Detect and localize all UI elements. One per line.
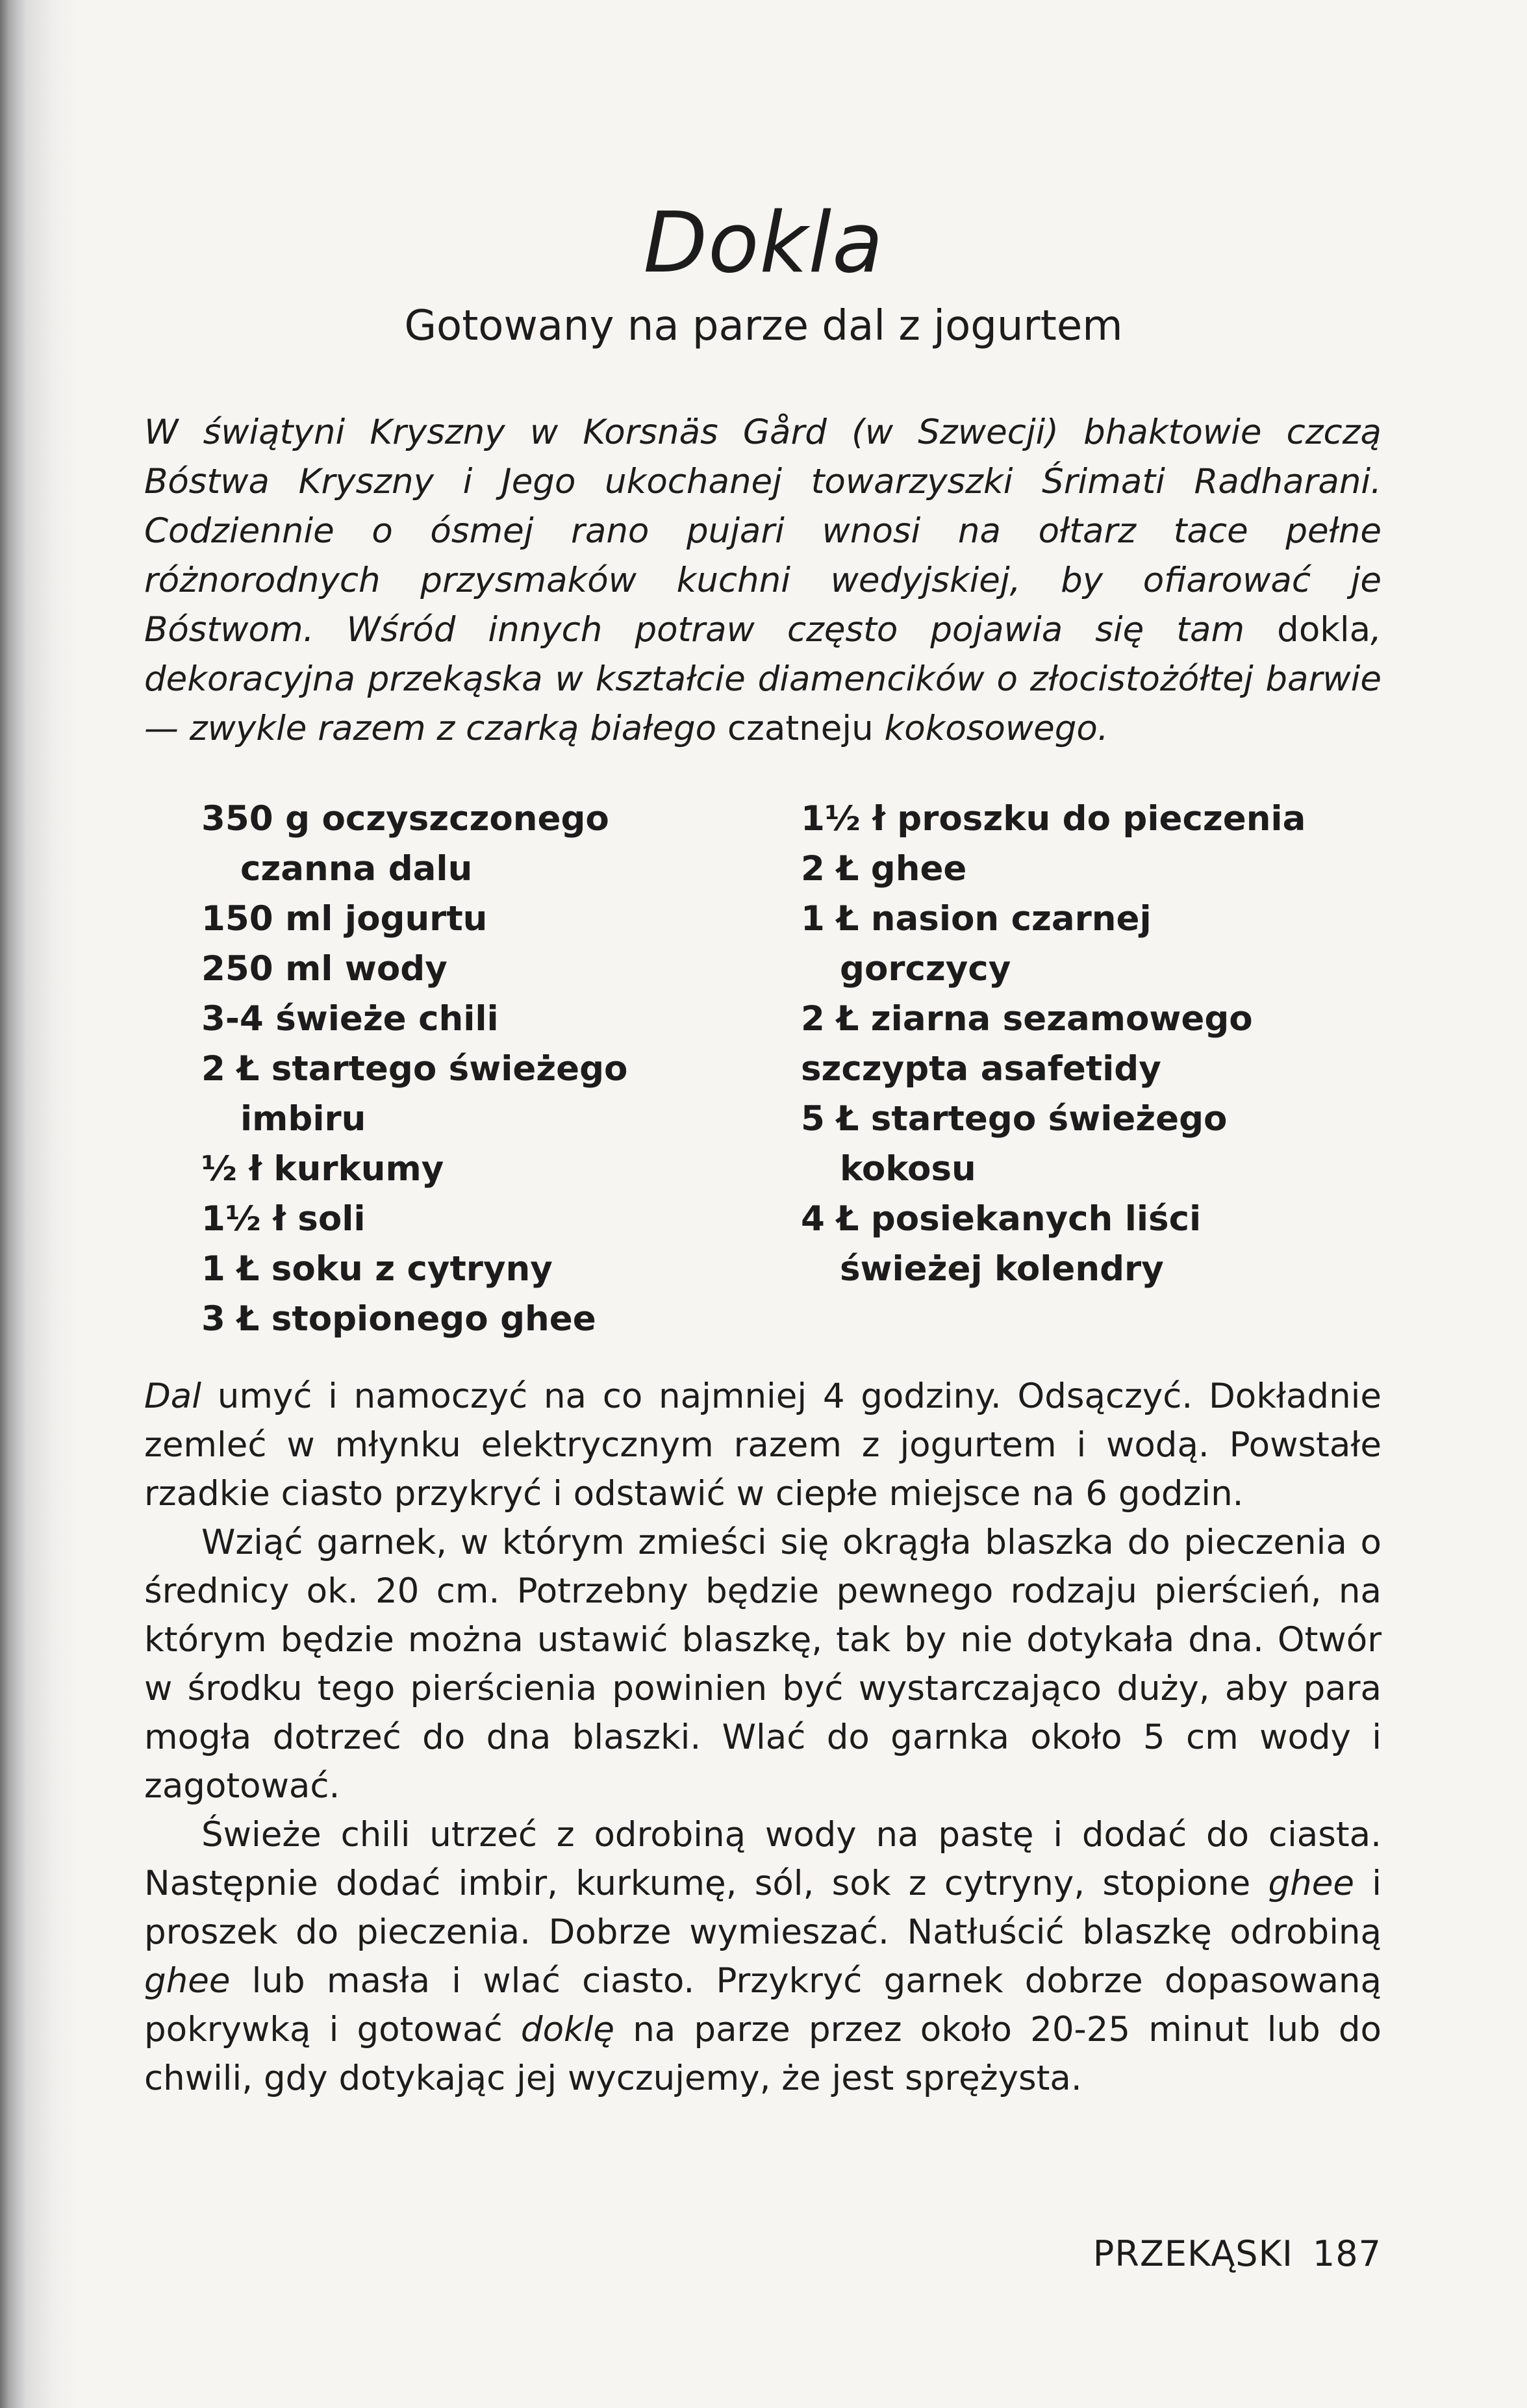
method-dal: Dal: [144, 1376, 202, 1416]
method-paragraph-2: Wziąć garnek, w którym zmieści się okrągła blaszka do pieczenia o średnicy ok. 20 cm. Potrzebny będzie pewnego rodzaju pierścień, na którym będzie można ustawić blaszkę, tak by nie dotykała dna. Otwór w środku tego pierścienia powinien być wystarczająco duży, aby para mogła dotrzeć do dna blaszki. Wlać do garnka około 5 cm wody i zagotować.: [144, 1523, 1382, 1806]
method-text-3d: na parze przez około 20-25 minut lub do chwili, gdy dotykając jej wyczujemy, że jest sprężysta.: [144, 2010, 1382, 2098]
method-text: [144, 1372, 1382, 2103]
page-footer: [1093, 2233, 1382, 2274]
method-paragraph-3: [144, 1810, 1382, 2103]
ingredient-item: 2 Ł ziarna sezamowego: [801, 999, 1253, 1039]
ingredient-item: 4 Ł posiekanych liści świeżej kolendry: [801, 1199, 1202, 1289]
ingredient-item: 150 ml jogurtu: [201, 899, 488, 939]
ingredient-item: 1 Ł soku z cytryny: [201, 1249, 553, 1289]
ingredient-item: 350 g oczyszczonego czanna dalu: [201, 799, 609, 889]
method-ghee-2: ghee: [144, 1961, 231, 2001]
ingredients-right-column: [801, 794, 1333, 1294]
method-text-3b: i proszek do pieczenia. Dobrze wymieszać. Natłuścić blaszkę odrobiną: [144, 1864, 1382, 1952]
ingredients-left-column: [201, 794, 734, 1344]
method-paragraph-1: [144, 1372, 1382, 1518]
ingredient-item: ½ ł kurkumy: [201, 1149, 444, 1189]
recipe-title: Dokla: [643, 195, 884, 292]
method-text-3c: lub masła i wlać ciasto. Przykryć garnek dobrze dopasowaną pokrywką i gotować: [144, 1961, 1382, 2049]
ingredient-item: 5 Ł startego świeżego kokosu: [801, 1099, 1228, 1189]
recipe-subtitle: Gotowany na parze dal z jogurtem: [404, 302, 1123, 350]
ingredient-item: 1½ ł soli: [201, 1199, 366, 1239]
section-name: PRZEKĄSKI: [1092, 2233, 1293, 2274]
ingredient-item: 250 ml wody: [201, 949, 448, 989]
intro-dokla: dokla: [1277, 610, 1371, 650]
book-spine-shadow: [0, 0, 78, 2408]
intro-paragraph: [144, 408, 1382, 754]
ingredient-item: 3 Ł stopionego ghee: [201, 1299, 596, 1339]
method-text-1: umyć i namoczyć na co najmniej 4 godziny. Odsączyć. Dokładnie zemleć w młynku elektrycznym razem z jogurtem i wodą. Powstałe rzadkie ciasto przykryć i odstawić w ciepłe miejsce na 6 godzin.: [144, 1376, 1382, 1514]
method-ghee-1: ghee: [1268, 1864, 1354, 1903]
intro-text-1: W świątyni Kryszny w Korsnäs Gård (w Szwecji) bhaktowie czczą Bóstwa Kryszny i Jego ukochanej towarzyszki Śrimati Radharani. Codziennie o ósmej rano pujari wnosi na ołtarz tace pełne różnorodnych przysmaków kuchni wedyjskiej, by ofiarować je Bóstwom. Wśród innych potraw często pojawia się tam: [144, 412, 1382, 650]
ingredient-item: szczypta asafetidy: [801, 1049, 1161, 1089]
method-dokle: doklę: [520, 2010, 615, 2049]
page-number: 187: [1312, 2233, 1382, 2274]
ingredient-item: 1 Ł nasion czarnej gorczycy: [801, 899, 1152, 989]
intro-text-3: kokosowego.: [873, 709, 1109, 748]
intro-text-2: , dekoracyjna przekąska w kształcie diamencików o złocistożółtej barwie — zwykle razem z czarką białego: [144, 610, 1382, 748]
ingredient-item: 1½ ł proszku do pieczenia: [801, 799, 1306, 839]
ingredient-item: 2 Ł startego świeżego imbiru: [201, 1049, 628, 1139]
ingredient-item: 3-4 świeże chili: [201, 999, 499, 1039]
intro-czatneju: czatneju: [727, 709, 874, 748]
ingredient-item: 2 Ł ghee: [801, 849, 967, 889]
method-text-3a: Świeże chili utrzeć z odrobiną wody na pastę i dodać do ciasta. Następnie dodać imbir, kurkumę, sól, sok z cytryny, stopione: [144, 1815, 1382, 1903]
